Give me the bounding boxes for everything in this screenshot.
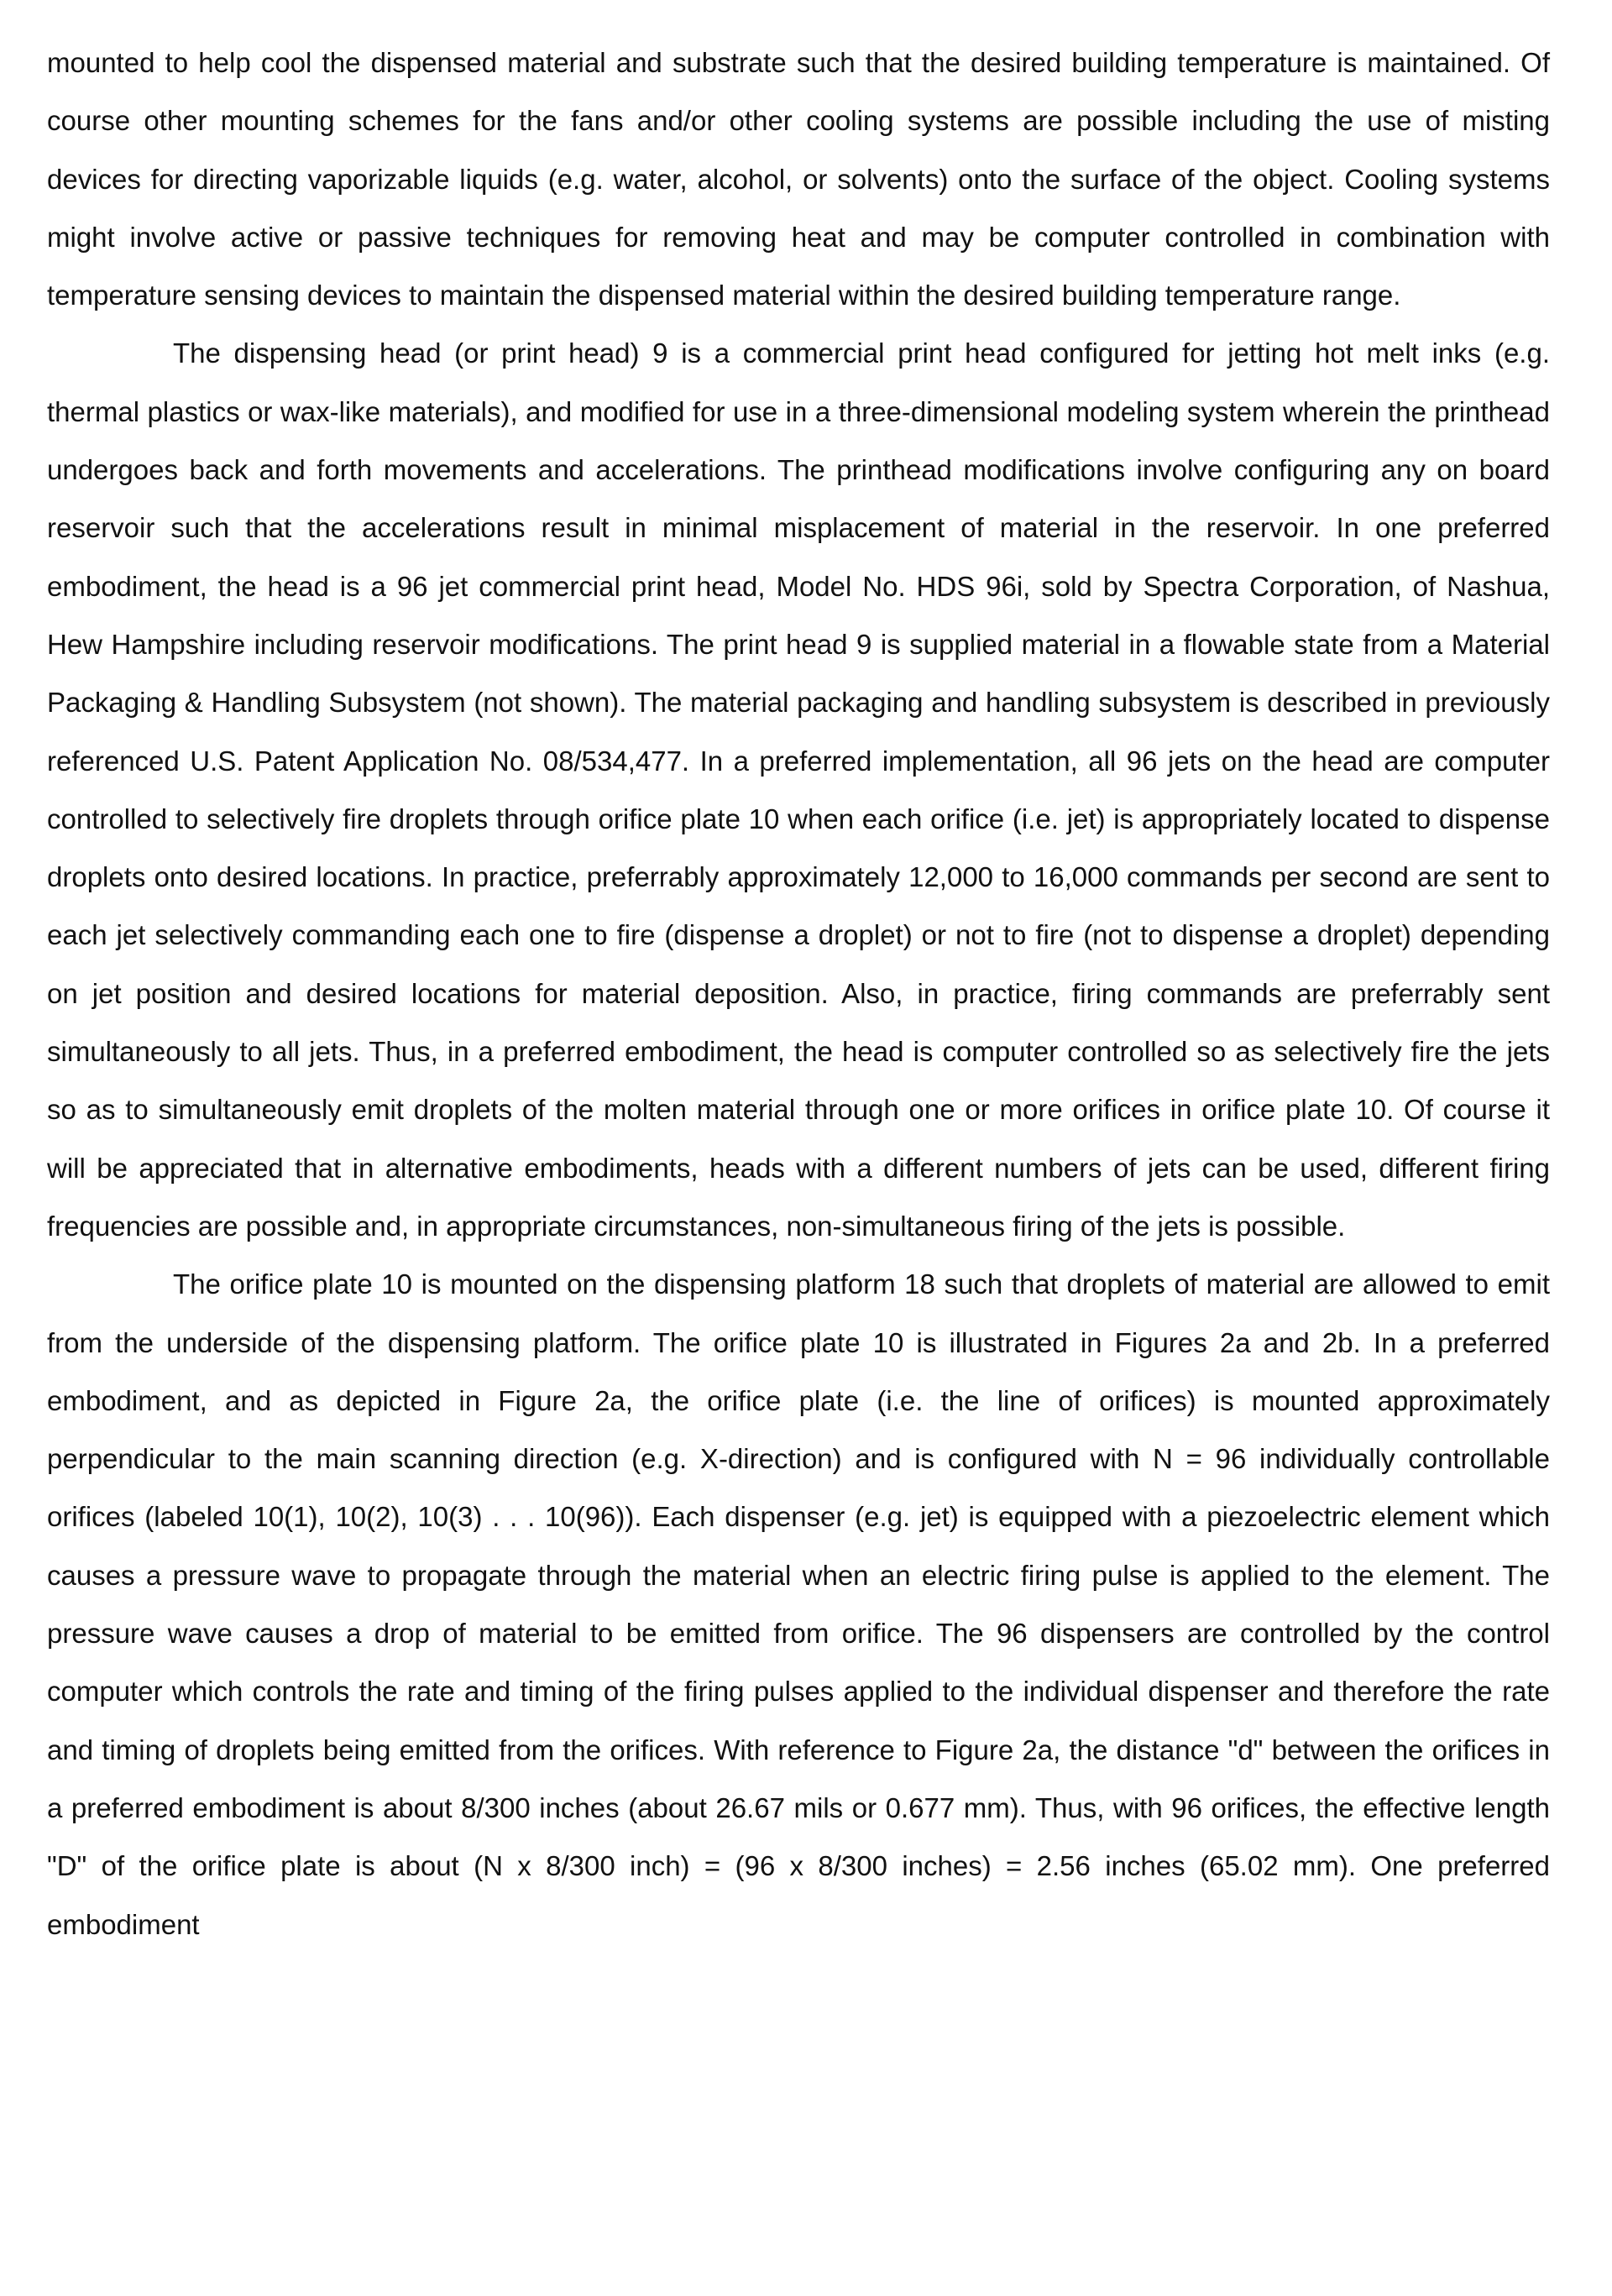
document-page (47, 34, 1550, 1953)
paragraph-orifice-plate: The orifice plate 10 is mounted on the dispensing platform 18 such that droplets of material are allowed to emit from the underside of the dispensing platform. The orifice plate 10 is illustrated in Figures 2a and 2b. In a preferred embodiment, and as depicted in Figure 2a, the orifice plate (i.e. the line of orifices) is mounted approximately perpendicular to the main scanning direction (e.g. X-direction) and is configured with N = 96 individually controllable orifices (labeled 10(1), 10(2), 10(3) . . . 10(96)). Each dispenser (e.g. jet) is equipped with a piezoelectric element which causes a pressure wave to propagate through the material when an electric firing pulse is applied to the element. The pressure wave causes a drop of material to be emitted from orifice. The 96 dispensers are controlled by the control computer which controls the rate and timing of the firing pulses applied to the individual dispenser and therefore the rate and timing of droplets being emitted from the orifices. With reference to Figure 2a, the distance "d" between the orifices in a preferred embodiment is about 8/300 inches (about 26.67 mils or 0.677 mm). Thus, with 96 orifices, the effective length "D" of the orifice plate is about (N x 8/300 inch) = (96 x 8/300 inches) = 2.56 inches (65.02 mm). One preferred embodiment (47, 1255, 1550, 1953)
paragraph-print-head: The dispensing head (or print head) 9 is a commercial print head configured for jetting hot melt inks (e.g. thermal plastics or wax-like materials), and modified for use in a three-dimensional modeling system wherein the printhead undergoes back and forth movements and accelerations. The printhead modifications involve configuring any on board reservoir such that the accelerations result in minimal misplacement of material in the reservoir. In one preferred embodiment, the head is a 96 jet commercial print head, Model No. HDS 96i, sold by Spectra Corporation, of Nashua, Hew Hampshire including reservoir modifications. The print head 9 is supplied material in a flowable state from a Material Packaging & Handling Subsystem (not shown). The material packaging and handling subsystem is described in previously referenced U.S. Patent Application No. 08/534,477. In a preferred implementation, all 96 jets on the head are computer controlled to selectively fire droplets through orifice plate 10 when each orifice (i.e. jet) is appropriately located to dispense droplets onto desired locations. In practice, preferrably approximately 12,000 to 16,000 commands per second are sent to each jet selectively commanding each one to fire (dispense a droplet) or not to fire (not to dispense a droplet) depending on jet position and desired locations for material deposition. Also, in practice, firing commands are preferrably sent simultaneously to all jets. Thus, in a preferred embodiment, the head is computer controlled so as selectively fire the jets so as to simultaneously emit droplets of the molten material through one or more orifices in orifice plate 10. Of course it will be appreciated that in alternative embodiments, heads with a different numbers of jets can be used, different firing frequencies are possible and, in appropriate circumstances, non-simultaneous firing of the jets is possible. (47, 324, 1550, 1255)
paragraph-cooling-systems: mounted to help cool the dispensed material and substrate such that the desired building temperature is maintained. Of course other mounting schemes for the fans and/or other cooling systems are possible including the use of misting devices for directing vaporizable liquids (e.g. water, alcohol, or solvents) onto the surface of the object. Cooling systems might involve active or passive techniques for removing heat and may be computer controlled in combination with temperature sensing devices to maintain the dispensed material within the desired building temperature range. (47, 34, 1550, 324)
